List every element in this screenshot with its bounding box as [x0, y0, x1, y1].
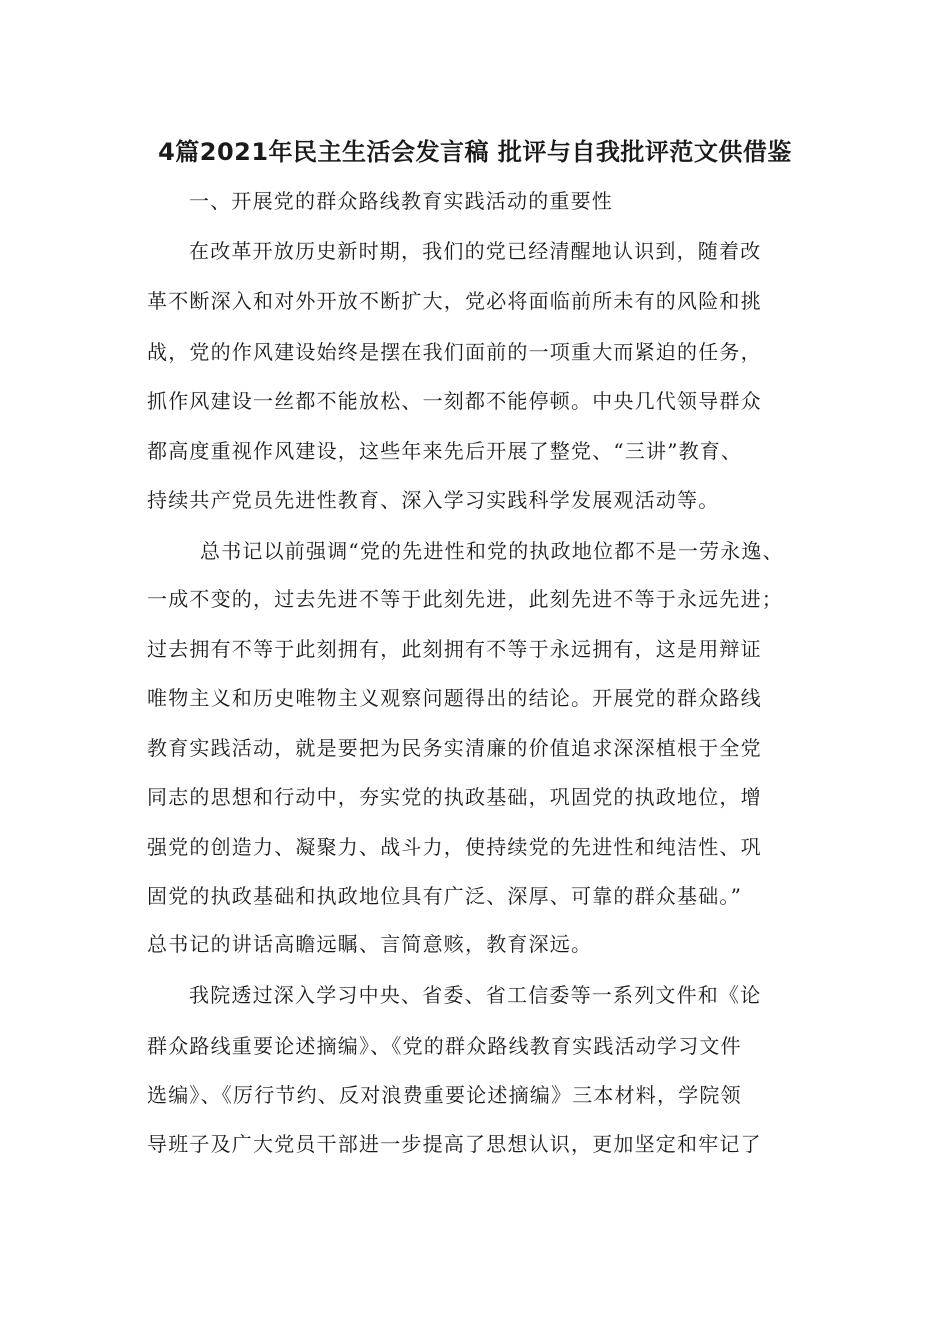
paragraph-line: 固党的执政基础和执政地位具有广泛、深厚、可靠的群众基础。”	[147, 884, 743, 908]
paragraph-line: 战，党的作风建设始终是摆在我们面前的一项重大而紧迫的任务，	[147, 340, 762, 364]
paragraph-line: 总书记的讲话高瞻远瞩、言简意赅，教育深远。	[147, 932, 593, 956]
paragraph-line: 革不断深入和对外开放不断扩大，党必将面临前所未有的风险和挑	[147, 289, 762, 313]
paragraph-line: 过去拥有不等于此刻拥有，此刻拥有不等于永远拥有，这是用辩证	[147, 637, 762, 661]
paragraph-line: 都高度重视作风建设，这些年来先后开展了整党、“三讲”教育、	[147, 439, 743, 463]
document-title: 4篇2021年民主生活会发言稿 批评与自我批评范文供借鉴	[158, 138, 792, 166]
paragraph-line: 群众路线重要论述摘编》、《党的群众路线教育实践活动学习文件	[147, 1034, 742, 1058]
paragraph-line: 同志的思想和行动中，夯实党的执政基础，巩固党的执政地位，增	[147, 785, 762, 809]
paragraph-line: 我院透过深入学习中央、省委、省工信委等一系列文件和《论	[189, 983, 762, 1007]
paragraph-line: 教育实践活动，就是要把为民务实清廉的价值追求深深植根于全党	[147, 736, 762, 760]
paragraph-line: 强党的创造力、凝聚力、战斗力，使持续党的先进性和纯洁性、巩	[147, 835, 762, 859]
paragraph-line: 持续共产党员先进性教育、深入学习实践科学发展观活动等。	[147, 488, 720, 512]
paragraph-line: 抓作风建设一丝都不能放松、一刻都不能停顿。中央几代领导群众	[147, 389, 762, 413]
paragraph-line: 唯物主义和历史唯物主义观察问题得出的结论。开展党的群众路线	[147, 686, 762, 710]
paragraph-line: 在改革开放历史新时期，我们的党已经清醒地认识到，随着改	[189, 239, 762, 263]
section-heading: 一、开展党的群众路线教育实践活动的重要性	[189, 189, 613, 213]
paragraph-line: 总书记以前强调“党的先进性和党的执政地位都不是一劳永逸、	[200, 539, 784, 563]
paragraph-line: 选编》、《厉行节约、反对浪费重要论述摘编》三本材料，学院领	[147, 1083, 742, 1107]
paragraph-line: 一成不变的，过去先进不等于此刻先进，此刻先进不等于永远先进；	[147, 587, 783, 611]
paragraph-line: 导班子及广大党员干部进一步提高了思想认识，更加坚定和牢记了	[147, 1132, 762, 1156]
